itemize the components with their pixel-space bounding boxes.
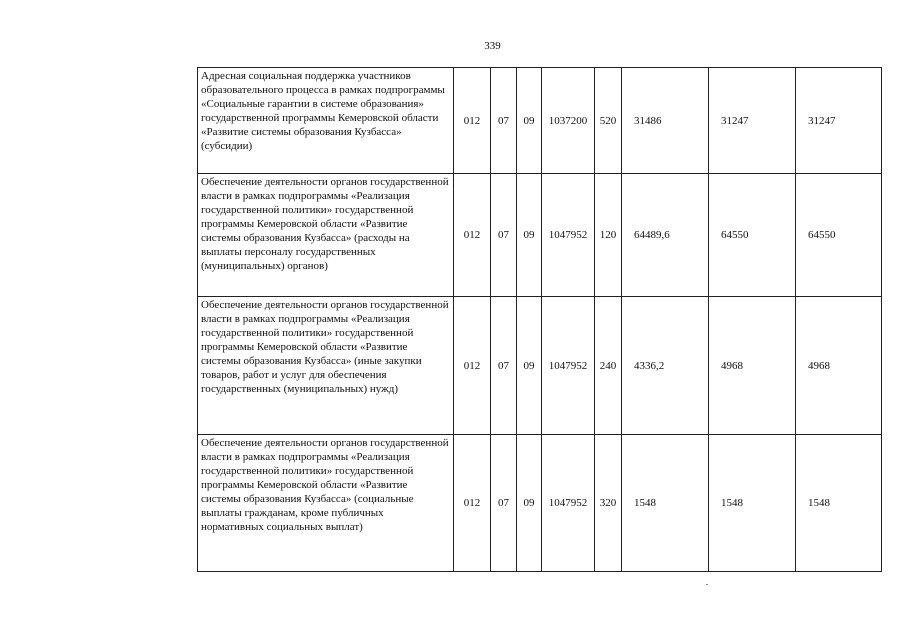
budget-table [197, 67, 882, 572]
table-row [198, 297, 882, 435]
target-code: 1047952 [542, 435, 595, 572]
row-description: Обеспечение деятельности органов государственной власти в рамках подпрограммы «Реализация государственной политики» государственной программы Кемеровской области «Развитие системы образования Кузбасса» (социальные выплаты гражданам, кроме публичных нормативных социальных выплат) [198, 435, 454, 572]
amount-2: 31247 [709, 68, 796, 174]
subsection-code: 09 [517, 68, 542, 174]
section-code: 07 [491, 174, 517, 297]
table-row [198, 68, 882, 174]
ministry-code: 012 [454, 297, 491, 435]
expense-type-code: 320 [595, 435, 622, 572]
expense-type-code: 520 [595, 68, 622, 174]
target-code: 1047952 [542, 174, 595, 297]
amount-1: 1548 [622, 435, 709, 572]
row-description: Обеспечение деятельности органов государственной власти в рамках подпрограммы «Реализация государственной политики» государственной программы Кемеровской области «Развитие системы образования Кузбасса» (иные закупки товаров, работ и услуг для обеспечения государственных (муниципальных) нужд) [198, 297, 454, 435]
amount-1: 64489,6 [622, 174, 709, 297]
row-description: Адресная социальная поддержка участников образовательного процесса в рамках подпрограммы «Социальные гарантии в системе образования» государственной программы Кемеровской области «Развитие системы образования Кузбасса» (субсидии) [198, 68, 454, 174]
amount-1: 4336,2 [622, 297, 709, 435]
amount-3: 1548 [796, 435, 882, 572]
target-code: 1037200 [542, 68, 595, 174]
amount-2: 4968 [709, 297, 796, 435]
page-number: 339 [484, 40, 501, 52]
section-code: 07 [491, 68, 517, 174]
amount-3: 31247 [796, 68, 882, 174]
section-code: 07 [491, 435, 517, 572]
subsection-code: 09 [517, 174, 542, 297]
ministry-code: 012 [454, 68, 491, 174]
expense-type-code: 240 [595, 297, 622, 435]
amount-2: 1548 [709, 435, 796, 572]
amount-1: 31486 [622, 68, 709, 174]
subsection-code: 09 [517, 435, 542, 572]
amount-3: 4968 [796, 297, 882, 435]
expense-type-code: 120 [595, 174, 622, 297]
section-code: 07 [491, 297, 517, 435]
ministry-code: 012 [454, 435, 491, 572]
subsection-code: 09 [517, 297, 542, 435]
table-row [198, 174, 882, 297]
ministry-code: 012 [454, 174, 491, 297]
amount-3: 64550 [796, 174, 882, 297]
target-code: 1047952 [542, 297, 595, 435]
scan-speck [706, 584, 708, 585]
amount-2: 64550 [709, 174, 796, 297]
row-description: Обеспечение деятельности органов государственной власти в рамках подпрограммы «Реализация государственной политики» государственной программы Кемеровской области «Развитие системы образования Кузбасса» (расходы на выплаты персоналу государственных (муниципальных) органов) [198, 174, 454, 297]
table-row [198, 435, 882, 572]
